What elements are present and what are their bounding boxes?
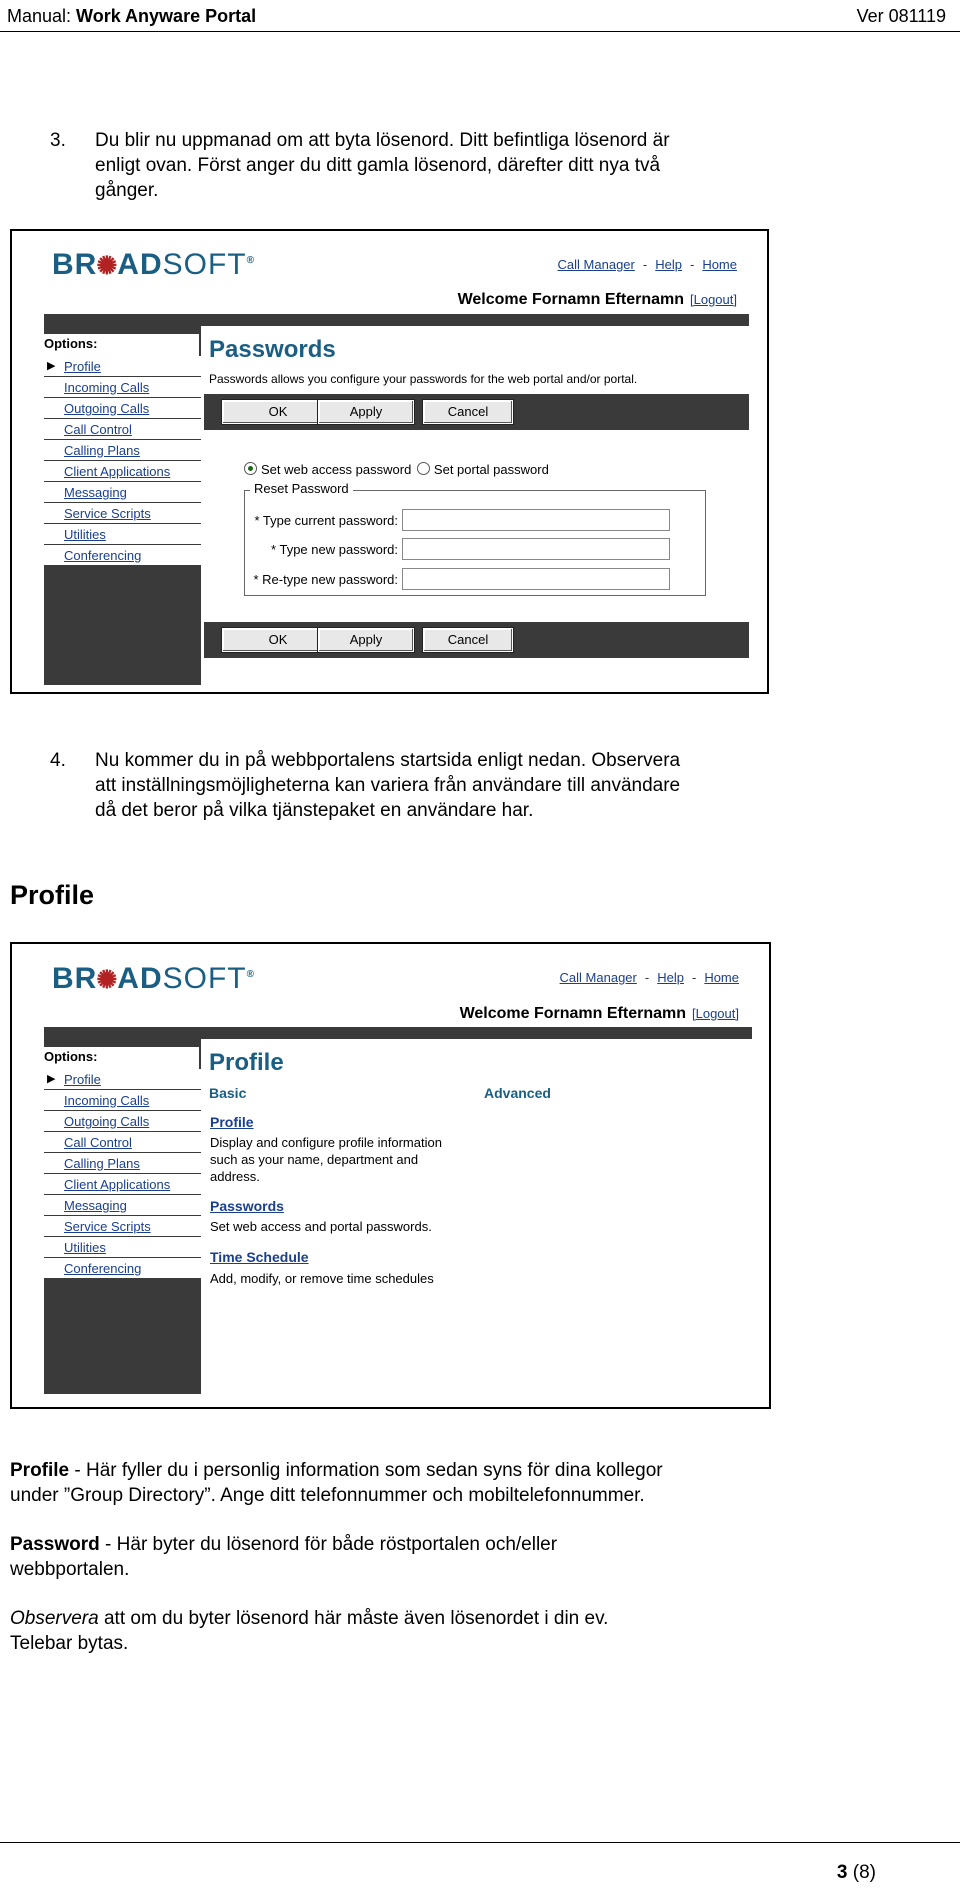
new-password-input[interactable]: [402, 538, 670, 560]
sidebar-item-utilities[interactable]: Utilities: [44, 1237, 201, 1258]
sidebar-item-incoming-calls[interactable]: Incoming Calls: [44, 1090, 201, 1111]
profile-paragraph: Profile - Här fyller du i personlig information som sedan syns för dina kollegor under ”Group Directory”. Ange ditt telefonnummer och mobiltelefonnummer.: [10, 1460, 663, 1506]
sidebar-item-calling-plans[interactable]: Calling Plans: [44, 1153, 201, 1174]
arrow-right-icon: ▶: [47, 1073, 56, 1085]
sidebar-item-conferencing[interactable]: Conferencing: [44, 545, 201, 566]
top-links: Call Manager - Help - Home: [557, 257, 737, 272]
step-3: [50, 128, 930, 208]
step-text: Nu kommer du in på webbportalens startsida enligt nedan. Observera att inställningsmöjligheterna kan variera från användare till användare då det beror på vilka tjänstepaket en användare har.: [95, 750, 681, 821]
sidebar-item-incoming-calls[interactable]: Incoming Calls: [44, 377, 201, 398]
observe-paragraph: Observera att om du byter lösenord här måste även lösenordet i din ev. Telebar bytas.: [10, 1608, 609, 1654]
basic-heading: Basic: [209, 1085, 247, 1101]
welcome-text: Welcome Fornamn Efternamn [Logout]: [459, 1005, 739, 1022]
page-title: Profile: [209, 1049, 284, 1076]
home-link[interactable]: Home: [702, 257, 737, 272]
radio-web-access[interactable]: Set web access password: [244, 462, 411, 477]
sidebar-item-profile[interactable]: ▶ Profile: [44, 356, 201, 377]
current-password-label: * Type current password:: [254, 513, 398, 528]
sidebar-item-messaging[interactable]: Messaging: [44, 1195, 201, 1216]
options-list: [44, 1069, 201, 1279]
sidebar-item-conferencing[interactable]: Conferencing: [44, 1258, 201, 1279]
version-label: Ver 081119: [856, 6, 946, 26]
profile-screenshot: [10, 942, 771, 1409]
manual-title: Manual: Work Anyware Portal: [7, 6, 257, 26]
apply-button[interactable]: Apply: [318, 400, 414, 424]
help-link[interactable]: Help: [657, 970, 684, 985]
broadsoft-logo: BR✺ADSOFT®: [52, 962, 256, 995]
page-description: Passwords allows you configure your passwords for the web portal and/or portal.: [209, 372, 638, 386]
profile-content: [204, 1039, 752, 1394]
ok-button[interactable]: OK: [222, 400, 334, 424]
top-bar: [44, 314, 749, 326]
ok-button-bottom[interactable]: OK: [222, 628, 334, 652]
sidebar-item-calling-plans[interactable]: Calling Plans: [44, 440, 201, 461]
top-bar: [44, 1027, 752, 1039]
new-password-label: * Type new password:: [271, 542, 398, 557]
step-text: Du blir nu uppmanad om att byta lösenord. Ditt befintliga lösenord är enligt ovan. Först anger du ditt gamla lösenord, därefter ditt nya två gånger.: [95, 130, 670, 201]
profile-link[interactable]: Profile: [210, 1114, 254, 1130]
sidebar-item-outgoing-calls[interactable]: Outgoing Calls: [44, 398, 201, 419]
sidebar-item-profile[interactable]: ▶ Profile: [44, 1069, 201, 1090]
password-paragraph: Password - Här byter du lösenord för både röstportalen och/eller webbportalen.: [10, 1534, 558, 1580]
arrow-right-icon: ▶: [47, 360, 56, 372]
header-divider: [0, 31, 960, 32]
footer-divider: [0, 1842, 960, 1843]
logout-link[interactable]: [Logout]: [692, 1006, 739, 1021]
passwords-description: Set web access and portal passwords.: [210, 1219, 432, 1234]
page-title: Passwords: [209, 336, 336, 363]
profile-description: Display and configure profile information such as your name, department and address.: [210, 1135, 442, 1184]
broadsoft-logo: BR✺ADSOFT®: [52, 248, 256, 281]
page-number: 3 (8): [836, 1862, 876, 1883]
sidebar-item-service-scripts[interactable]: Service Scripts: [44, 1216, 201, 1237]
page-header: [0, 0, 960, 30]
time-schedule-description: Add, modify, or remove time schedules: [210, 1271, 434, 1286]
retype-password-input[interactable]: [402, 568, 670, 590]
apply-button-bottom[interactable]: Apply: [318, 628, 414, 652]
cancel-button-bottom[interactable]: Cancel: [423, 628, 513, 652]
help-link[interactable]: Help: [655, 257, 682, 272]
top-links: Call Manager - Help - Home: [559, 970, 739, 985]
time-schedule-link[interactable]: Time Schedule: [210, 1249, 309, 1265]
passwords-content: [204, 326, 749, 685]
advanced-heading: Advanced: [484, 1085, 551, 1101]
call-manager-link[interactable]: Call Manager: [559, 970, 637, 985]
section-heading: Profile: [10, 880, 95, 910]
cancel-button[interactable]: Cancel: [423, 400, 513, 424]
step-4: [50, 748, 930, 828]
sidebar-item-messaging[interactable]: Messaging: [44, 482, 201, 503]
sidebar-item-utilities[interactable]: Utilities: [44, 524, 201, 545]
password-type-radios: [244, 462, 549, 477]
options-label: Options:: [44, 334, 199, 356]
sidebar-item-call-control[interactable]: Call Control: [44, 419, 201, 440]
reset-password-legend: Reset Password: [250, 481, 353, 496]
step-number: 4.: [50, 750, 66, 771]
home-link[interactable]: Home: [704, 970, 739, 985]
options-list: [44, 356, 201, 566]
radio-selected-icon: [244, 462, 257, 475]
call-manager-link[interactable]: Call Manager: [557, 257, 635, 272]
sidebar-item-client-applications[interactable]: Client Applications: [44, 461, 201, 482]
radio-portal[interactable]: Set portal password: [417, 462, 549, 477]
welcome-text: Welcome Fornamn Efternamn [Logout]: [457, 291, 737, 308]
sidebar-item-call-control[interactable]: Call Control: [44, 1132, 201, 1153]
sidebar-item-service-scripts[interactable]: Service Scripts: [44, 503, 201, 524]
passwords-screenshot: [10, 229, 769, 694]
radio-icon: [417, 462, 430, 475]
step-number: 3.: [50, 130, 66, 151]
logout-link[interactable]: [Logout]: [690, 292, 737, 307]
sidebar-item-client-applications[interactable]: Client Applications: [44, 1174, 201, 1195]
sidebar-item-outgoing-calls[interactable]: Outgoing Calls: [44, 1111, 201, 1132]
retype-password-label: * Re-type new password:: [253, 572, 398, 587]
current-password-input[interactable]: [402, 509, 670, 531]
options-label: Options:: [44, 1047, 199, 1069]
passwords-link[interactable]: Passwords: [210, 1198, 284, 1214]
